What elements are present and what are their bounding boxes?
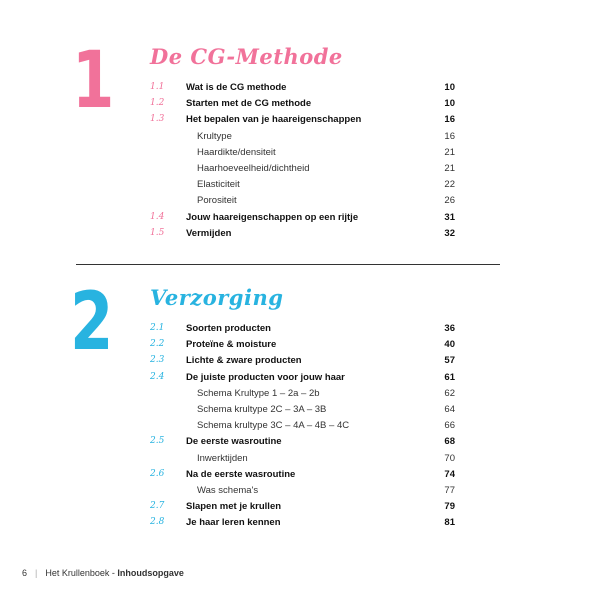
toc-entry-number: 1.2 bbox=[150, 98, 165, 109]
footer-separator: | bbox=[35, 568, 38, 578]
toc-entry-page: 31 bbox=[444, 211, 455, 223]
toc-entry-label: Schema krultype 3C – 4A – 4B – 4C bbox=[197, 420, 350, 432]
toc-entry bbox=[0, 436, 600, 452]
toc-entry-number: 2.1 bbox=[150, 323, 165, 333]
toc-entry-number: 2.2 bbox=[150, 339, 165, 350]
toc-entry bbox=[0, 147, 600, 163]
toc-entry-label: Schema Krultype 1 – 2a – 2b bbox=[197, 387, 320, 399]
toc-entry-page: 66 bbox=[444, 420, 455, 432]
toc-entry-page: 16 bbox=[444, 130, 455, 142]
toc-entry-label: Vermijden bbox=[186, 227, 232, 239]
toc-entry bbox=[0, 372, 600, 388]
chapter-1-title: De CG-Methode bbox=[150, 44, 343, 69]
toc-entry bbox=[0, 323, 600, 339]
toc-entry bbox=[0, 388, 600, 404]
toc-entry bbox=[0, 163, 600, 179]
toc-entry-page: 81 bbox=[444, 517, 455, 529]
toc-entry-page: 32 bbox=[444, 227, 455, 239]
toc-entry bbox=[0, 228, 600, 244]
toc-entry-number: 2.8 bbox=[150, 517, 165, 528]
toc-entry-page: 16 bbox=[444, 114, 455, 126]
toc-entry-number: 2.3 bbox=[150, 355, 165, 366]
toc-entry-page: 62 bbox=[444, 387, 455, 399]
toc-entry-label: Inwerktijden bbox=[197, 452, 248, 464]
toc-entry bbox=[0, 501, 600, 517]
toc-entry-number: 1.4 bbox=[150, 211, 165, 222]
toc-entry-label: Wat is de CG methode bbox=[186, 82, 287, 93]
toc-entry bbox=[0, 82, 600, 98]
toc-entry-page: 10 bbox=[444, 82, 455, 93]
footer-section-title: Inhoudsopgave bbox=[117, 568, 184, 578]
toc-entry-label: Starten met de CG methode bbox=[186, 98, 312, 110]
toc-entry-number: 2.7 bbox=[150, 501, 165, 512]
toc-entry bbox=[0, 453, 600, 469]
toc-entry bbox=[0, 469, 600, 485]
page-footer bbox=[22, 568, 184, 578]
toc-entry-page: 21 bbox=[444, 146, 455, 158]
toc-entry bbox=[0, 517, 600, 533]
chapter-2-title: Verzorging bbox=[150, 285, 284, 310]
toc-entry-label: Het bepalen van je haareigenschappen bbox=[186, 114, 362, 126]
toc-entry-label: Was schema's bbox=[197, 485, 259, 496]
toc-entry bbox=[0, 195, 600, 211]
toc-entry bbox=[0, 404, 600, 420]
toc-entry-label: Slapen met je krullen bbox=[186, 501, 282, 513]
toc-entry-page: 10 bbox=[444, 98, 455, 110]
toc-entry-label: De eerste wasroutine bbox=[186, 436, 282, 448]
toc-entry-page: 70 bbox=[444, 452, 455, 464]
toc-entry-number: 2.6 bbox=[150, 468, 165, 479]
toc-entry-page: 68 bbox=[444, 436, 455, 448]
toc-entry-number: 2.5 bbox=[150, 436, 165, 447]
chapter-2-number: 2 bbox=[70, 275, 114, 368]
toc-entry-page: 40 bbox=[444, 339, 455, 351]
toc-entry-label: Na de eerste wasroutine bbox=[186, 468, 296, 480]
toc-entry bbox=[0, 355, 600, 371]
footer-book-title: Het Krullenboek - bbox=[45, 568, 118, 578]
toc-entry-page: 26 bbox=[444, 195, 455, 207]
toc-entry-page: 57 bbox=[444, 355, 455, 367]
toc-entry-label: Haardikte/densiteit bbox=[197, 146, 276, 158]
footer-page-number: 6 bbox=[22, 568, 28, 578]
toc-entry-label: De juiste producten voor jouw haar bbox=[186, 371, 345, 383]
toc-entry bbox=[0, 179, 600, 195]
toc-entry-number: 1.5 bbox=[150, 227, 165, 238]
chapter-1-number: 1 bbox=[72, 36, 115, 126]
toc-entry bbox=[0, 114, 600, 130]
toc-entry-page: 64 bbox=[444, 404, 455, 415]
toc-entry bbox=[0, 98, 600, 114]
toc-entry-label: Haarhoeveelheid/dichtheid bbox=[197, 163, 310, 174]
toc-entry-number: 2.4 bbox=[150, 371, 165, 382]
toc-entry bbox=[0, 485, 600, 501]
toc-entry-label: Krultype bbox=[197, 130, 232, 142]
toc-entry bbox=[0, 420, 600, 436]
toc-entry-label: Porositeit bbox=[197, 195, 237, 207]
toc-entry-number: 1.3 bbox=[150, 114, 165, 125]
toc-entry-page: 21 bbox=[444, 163, 455, 174]
toc-entry-label: Schema krultype 2C – 3A – 3B bbox=[197, 404, 327, 415]
toc-entry-label: Je haar leren kennen bbox=[186, 517, 281, 529]
toc-entry-label: Soorten producten bbox=[186, 323, 271, 334]
toc-entry-label: Lichte & zware producten bbox=[186, 355, 302, 367]
toc-entry-page: 77 bbox=[444, 485, 455, 496]
toc-entry bbox=[0, 131, 600, 147]
toc-entry-page: 22 bbox=[444, 179, 455, 191]
toc-entry bbox=[0, 212, 600, 228]
toc-entry-number: 1.1 bbox=[150, 82, 165, 92]
toc-entry-page: 61 bbox=[444, 371, 455, 383]
toc-entry-page: 79 bbox=[444, 501, 455, 513]
chapter-divider bbox=[76, 264, 500, 265]
toc-entry-label: Elasticiteit bbox=[197, 179, 240, 191]
toc-entry bbox=[0, 339, 600, 355]
toc-entry-page: 36 bbox=[444, 323, 455, 334]
toc-entry-page: 74 bbox=[444, 468, 455, 480]
toc-entry-label: Proteïne & moisture bbox=[186, 339, 277, 351]
toc-entry-label: Jouw haareigenschappen op een rijtje bbox=[186, 211, 359, 223]
